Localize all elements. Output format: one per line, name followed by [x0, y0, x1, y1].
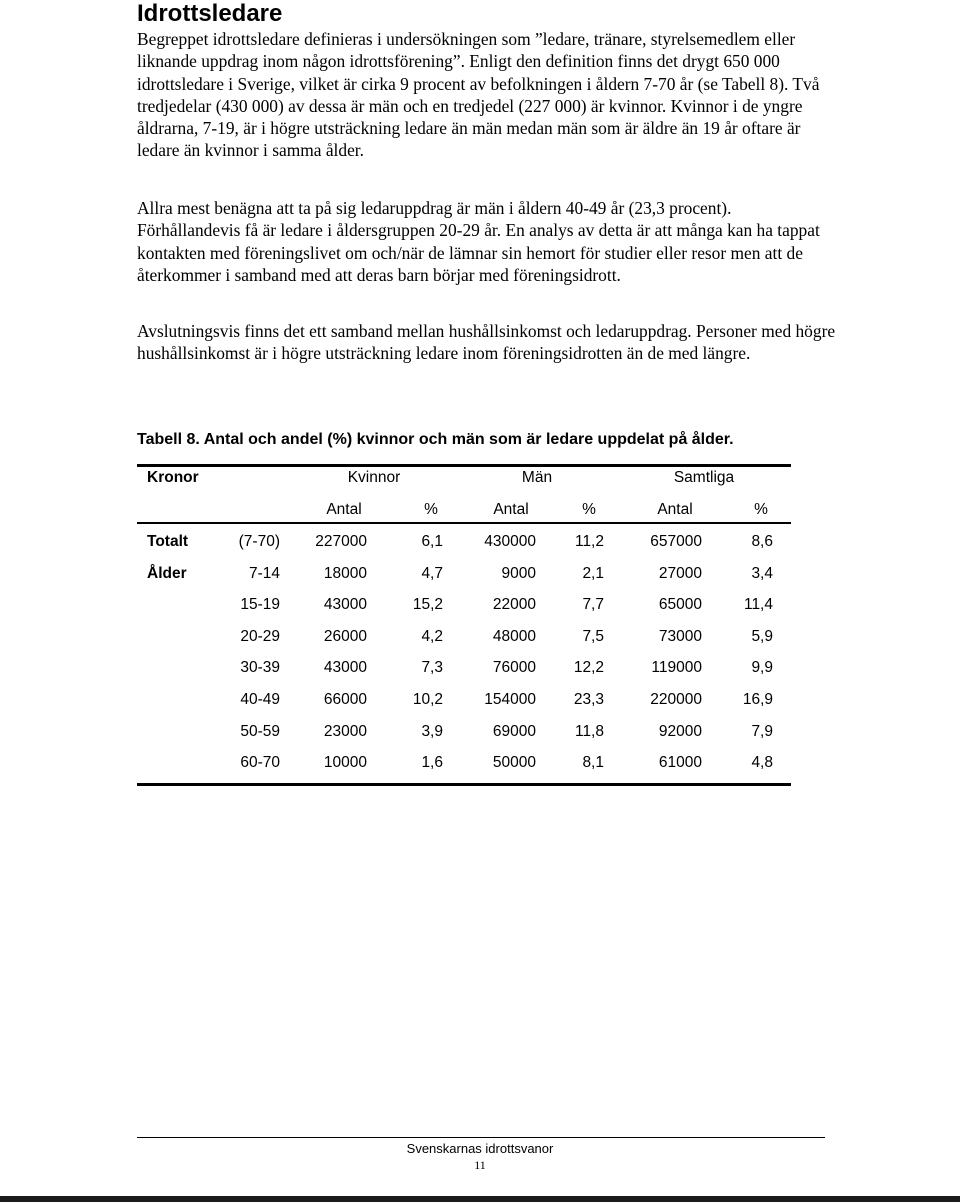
table-top-rule — [137, 464, 791, 467]
row-man-antal: 430000 — [484, 533, 536, 550]
page-number: 11 — [474, 1158, 486, 1172]
row-samtliga-pct: 11,4 — [743, 596, 773, 614]
row-man-pct: 12,2 — [573, 659, 604, 677]
row-age: (7-70) — [238, 533, 280, 550]
row-kvinnor-antal: 26000 — [323, 627, 367, 645]
row-man-pct: 2,1 — [582, 564, 604, 582]
row-age: 15-19 — [240, 596, 280, 614]
row-samtliga-antal: 65000 — [658, 596, 702, 614]
row-kvinnor-pct: 4,7 — [421, 564, 443, 582]
row-man-antal: 22000 — [492, 596, 536, 614]
header-samtliga-pct: % — [754, 501, 768, 518]
row-age: 7-14 — [248, 564, 280, 582]
row-kvinnor-antal: 227000 — [315, 533, 367, 550]
header-kvinnor-pct: % — [424, 501, 438, 518]
paragraph-2: Allra mest benägna att ta på sig ledaruppdrag är män i åldern 40-49 år (23,3 procent). Förhållandevis få är ledare i åldersgruppen 20-29 år. En analys av detta är att många kan ha tappat kontakten med föreningslivet om och/när de lämnar sin hemort för studier eller resor men att de återkommer i samband med att deras barn börjar med föreningsidrott. — [137, 198, 820, 285]
row-samtliga-pct: 3,4 — [751, 564, 773, 582]
row-kvinnor-antal: 18000 — [323, 564, 367, 582]
row-man-pct: 23,3 — [573, 691, 604, 708]
footer-title: Svenskarnas idrottsvanor — [406, 1141, 554, 1156]
row-age: 40-49 — [240, 691, 280, 708]
row-samtliga-pct: 4,8 — [751, 754, 773, 772]
row-group: Ålder — [147, 564, 187, 582]
row-kvinnor-pct: 3,9 — [421, 722, 443, 740]
row-samtliga-antal: 220000 — [650, 691, 702, 708]
row-man-antal: 69000 — [492, 722, 536, 740]
row-man-pct: 7,7 — [582, 596, 604, 614]
row-kvinnor-antal: 43000 — [323, 596, 367, 614]
header-samtliga-antal: Antal — [657, 501, 693, 518]
row-man-antal: 76000 — [492, 659, 536, 677]
row-samtliga-antal: 27000 — [658, 564, 702, 582]
table-caption: Tabell 8. Antal och andel (%) kvinnor och män som är ledare uppdelat på ålder. — [137, 431, 734, 448]
header-kronor: Kronor — [147, 469, 199, 486]
table-bottom-rule — [137, 783, 791, 786]
row-samtliga-pct: 9,9 — [751, 659, 773, 677]
header-kvinnor: Kvinnor — [347, 469, 401, 486]
row-samtliga-antal: 92000 — [658, 722, 702, 740]
row-samtliga-pct: 7,9 — [751, 722, 773, 740]
header-man: Män — [521, 469, 553, 486]
row-man-antal: 9000 — [501, 564, 536, 582]
row-samtliga-pct: 8,6 — [751, 533, 773, 550]
row-kvinnor-pct: 1,6 — [421, 754, 443, 772]
paragraph-1: Begreppet idrottsledare definieras i undersökningen som ”ledare, tränare, styrelsemedlem eller liknande uppdrag inom någon idrottsförening”. Enligt den definition finns det drygt 650 000 idrottsledare i Sverige, vilket är cirka 9 procent av befolkningen i åldern 7-70 år (se Tabell 8). Två tredjedelar (430 000) av dessa är män och en tredjedel (227 000) är kvinnor. Kvinnor i de yngre åldrarna, 7-19, är i högre utsträckning ledare än män medan män som är äldre än 19 år oftare är ledare än kvinnor i samma ålder. — [137, 29, 820, 161]
row-kvinnor-antal: 66000 — [323, 691, 367, 708]
row-kvinnor-pct: 15,2 — [412, 596, 443, 614]
row-man-antal: 154000 — [484, 691, 536, 708]
row-samtliga-antal: 657000 — [650, 533, 702, 550]
header-kvinnor-antal: Antal — [326, 501, 362, 518]
row-group: Totalt — [147, 533, 189, 550]
row-samtliga-pct: 5,9 — [751, 627, 773, 645]
row-kvinnor-antal: 43000 — [323, 659, 367, 677]
row-man-antal: 48000 — [492, 627, 536, 645]
row-kvinnor-pct: 7,3 — [421, 659, 443, 677]
row-age: 30-39 — [240, 659, 280, 677]
row-man-pct: 8,1 — [582, 754, 604, 772]
header-man-antal: Antal — [493, 501, 529, 518]
row-samtliga-antal: 73000 — [658, 627, 702, 645]
row-man-pct: 7,5 — [582, 627, 604, 645]
table-header-rule — [137, 522, 791, 524]
row-age: 20-29 — [240, 627, 280, 645]
header-samtliga: Samtliga — [673, 469, 735, 486]
row-kvinnor-antal: 10000 — [323, 754, 367, 772]
page-heading: Idrottsledare — [137, 0, 283, 27]
row-kvinnor-pct: 4,2 — [421, 627, 443, 645]
row-age: 50-59 — [240, 722, 280, 740]
row-samtliga-antal: 119000 — [651, 659, 702, 677]
header-man-pct: % — [582, 501, 596, 518]
row-kvinnor-pct: 10,2 — [412, 691, 443, 708]
row-kvinnor-pct: 6,1 — [421, 533, 443, 550]
row-man-pct: 11,2 — [574, 533, 604, 550]
row-samtliga-antal: 61000 — [658, 754, 702, 772]
paragraph-3: Avslutningsvis finns det ett samband mellan hushållsinkomst och ledaruppdrag. Personer med högre hushållsinkomst är i högre utsträckning ledare inom föreningsidrotten än de med längre. — [137, 321, 836, 364]
footer-rule — [137, 1137, 825, 1138]
row-samtliga-pct: 16,9 — [742, 691, 773, 708]
row-age: 60-70 — [240, 754, 280, 772]
row-man-pct: 11,8 — [574, 722, 604, 740]
bottom-bar — [0, 1196, 960, 1202]
row-kvinnor-antal: 23000 — [323, 722, 367, 740]
row-man-antal: 50000 — [492, 754, 536, 772]
